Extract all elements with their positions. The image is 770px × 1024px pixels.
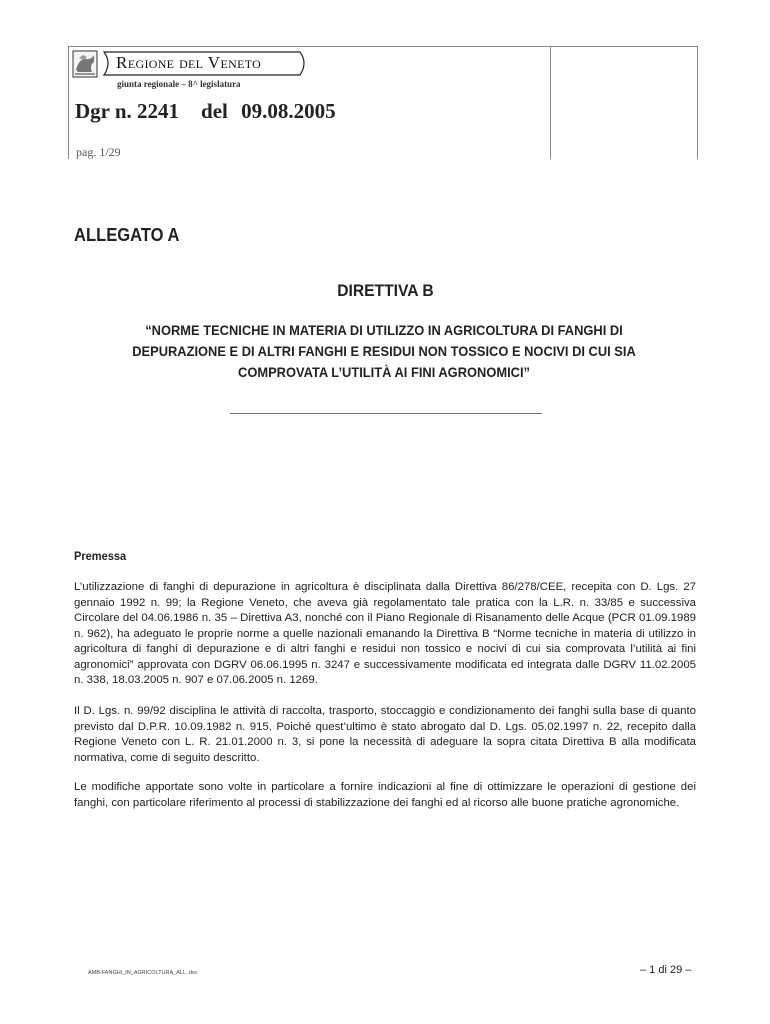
logo-text [116,53,261,73]
allegato-heading: ALLEGATO A [74,225,180,245]
logo-letter-r: R [116,53,128,72]
logo-letter-v: V [207,53,221,72]
title-line-1: “NORME TECNICHE IN MATERIA DI UTILIZZO IN AGRICOLTURA DI FANGHI DI [145,322,623,338]
direttiva-heading [0,281,770,301]
footer-page-number: – 1 di 29 – [640,964,692,976]
dgr-date: 09.08.2005 [241,99,336,123]
separator-line [230,413,542,414]
title-line-3: COMPROVATA L’UTILITÀ AI FINI AGRONOMICI” [238,364,530,380]
header-divider [550,46,551,159]
logo-word-del: DEL [179,57,204,71]
logo-word-egione: EGIONE [127,57,175,71]
premessa-heading: Premessa [74,549,127,563]
direttiva-text: DIRETTIVA B [336,281,434,300]
logo-word-eneto: ENETO [220,57,262,71]
paragraph-1: L’utilizzazione di fanghi di depurazione in agricoltura è disciplinata dalla Direttiva 86/278/CEE, recepita con D. Lgs. 27 gennaio 1992 n. 99; la Regione Veneto, che aveva già regolamentato tale pratica con la L.R. n. 33/85 e successiva Circolare del 04.06.1986 n. 35 – Direttiva A3, nonché con il Piano Regionale di Risanamento delle Acque (PCR 01.09.1989 n. 962), ha adeguato le proprie norme a quelle nazionali emanando la Direttiva B “Norme tecniche in materia di utilizzo in agricoltura di fanghi di depurazione e di altri fanghi e residui non tossico e nocivi di cui sia comprovata l’utilità ai fini agronomici” approvata con DGRV 06.06.1995 n. 3247 e successivamente modificata ed integrata dalle DGRV 11.02.2005 n. 338, 18.03.2005 n. 907 e 07.06.2005 n. 1269. [74,581,696,686]
del-label: del [201,99,228,123]
lion-emblem-icon [72,50,98,78]
legislatura-subtitle: giunta regionale – 8^ legislatura [117,79,241,89]
dgr-number: 2241 [137,99,180,123]
paragraph-3: Le modifiche apportate sono volte in particolare a fornire indicazioni al fine di ottimizzare le operazioni di gestione dei fanghi, con particolare riferimento al processi di stabilizzazione dei fanghi ed al ricorso alle buone pratiche agronomiche. [74,781,696,809]
regione-veneto-logo [72,50,312,78]
dgr-label: Dgr n. [75,99,132,123]
page-indicator: pag. 1/29 [76,145,121,159]
dgr-line [75,99,336,124]
title-line-2: DEPURAZIONE E DI ALTRI FANGHI E RESIDUI NON TOSSICO E NOCIVI DI CUI SIA [132,343,636,359]
direttiva-title [74,320,694,383]
footer-filename: AMB-FANGHI_IN_AGRICOLTURA_ALL .doc [88,970,198,976]
paragraph-2: Il D. Lgs. n. 99/92 disciplina le attività di raccolta, trasporto, stoccaggio e condizionamento dei fanghi sulla base di quanto previsto dal D.P.R. 10.09.1982 n. 915. Poiché quest’ultimo è stato abrogato dal D. Lgs. 05.02.1997 n. 22, recepito dalla Regione Veneto con L. R. 21.01.2000 n. 3, si pone la necessità di adeguare la sopra citata Direttiva B alla modificata normativa, come di seguito descritto. [74,705,696,764]
